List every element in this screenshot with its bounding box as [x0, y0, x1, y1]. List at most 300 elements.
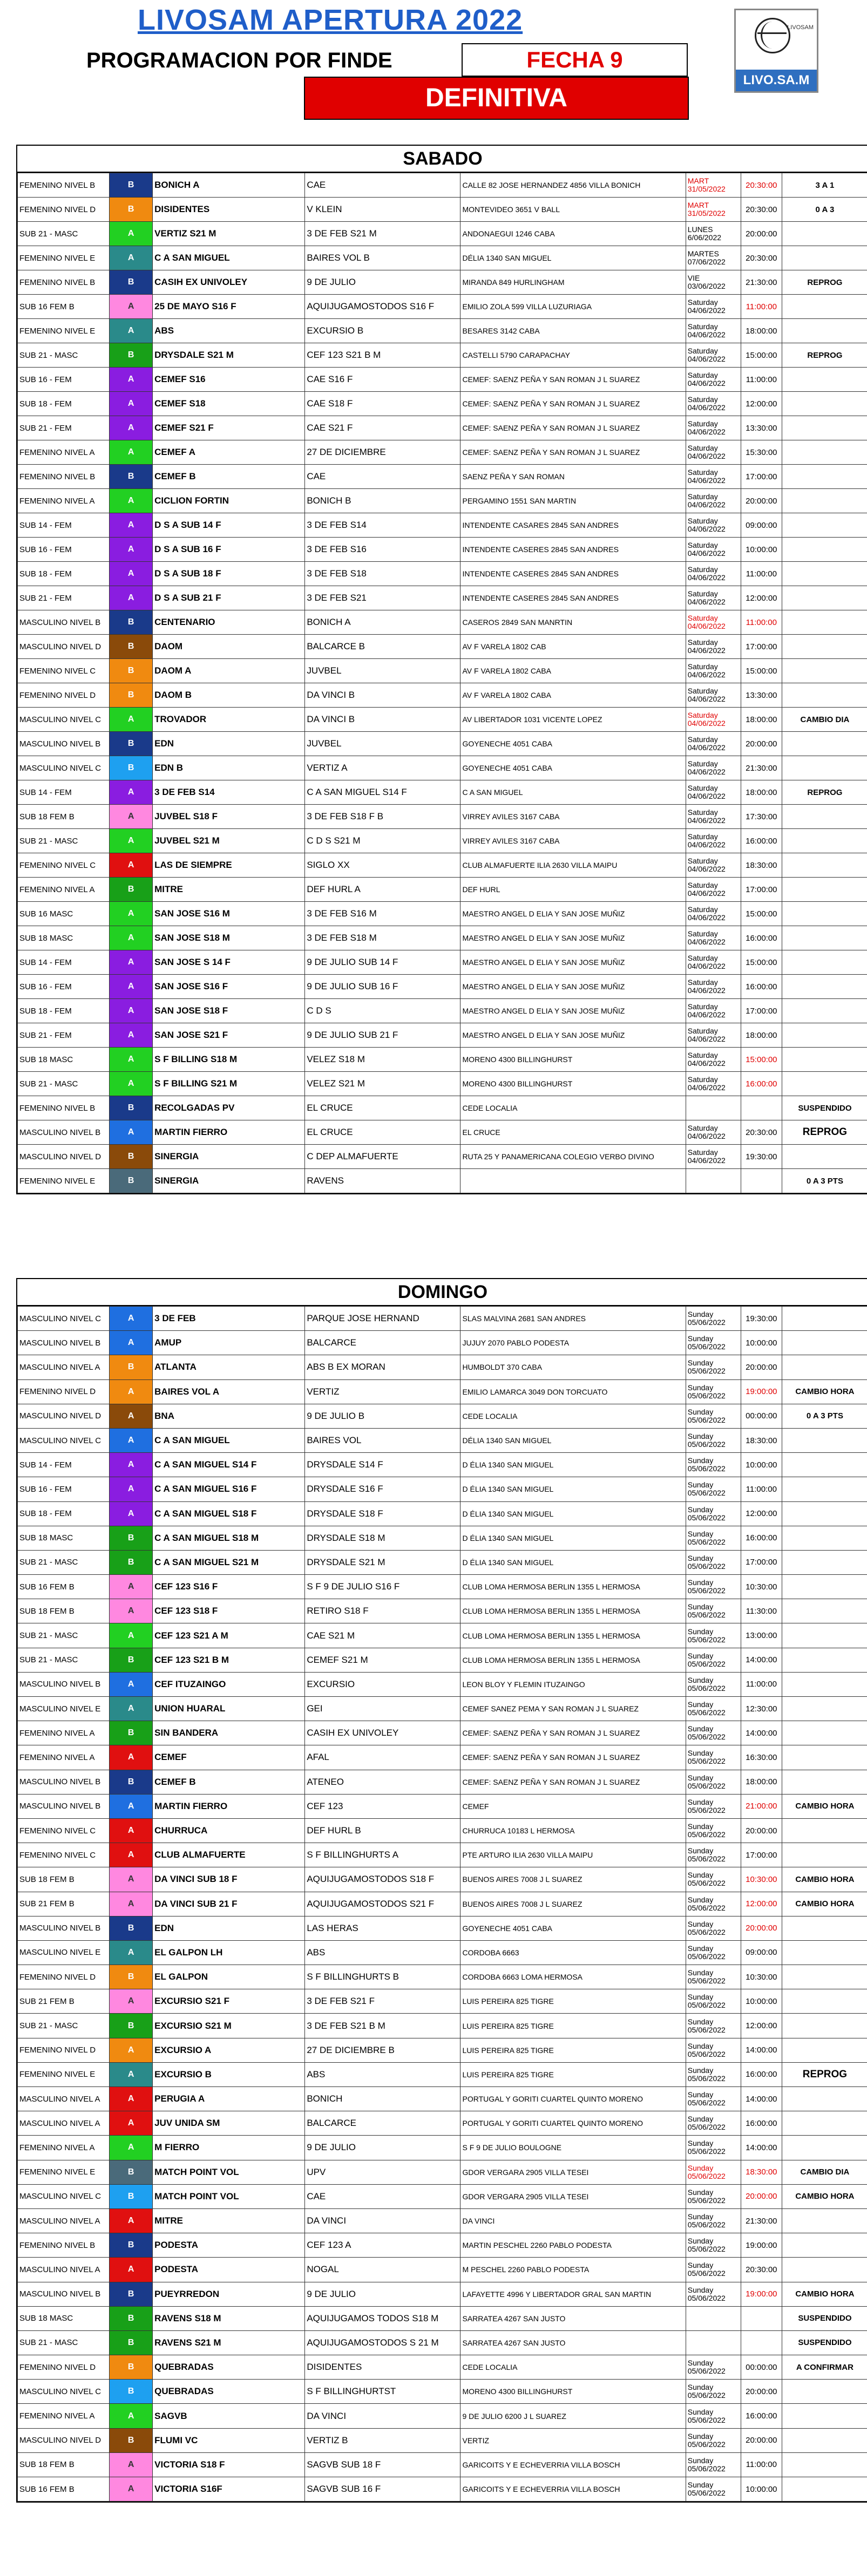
category-cell: SUB 21 - MASC [18, 1550, 110, 1574]
note-cell [782, 489, 867, 513]
zone-cell: B [110, 635, 153, 659]
match-row [18, 2306, 867, 2330]
match-row [18, 805, 867, 829]
date-cell: Sunday 05/06/2022 [686, 2355, 741, 2380]
match-row [18, 1916, 867, 1940]
note-cell [782, 246, 867, 270]
note-cell [782, 2380, 867, 2404]
date-cell: Saturday 04/06/2022 [686, 489, 741, 513]
date-cell: Sunday 05/06/2022 [686, 1892, 741, 1916]
zone-cell: A [110, 902, 153, 926]
match-row [18, 270, 867, 295]
note-cell [782, 562, 867, 586]
time-cell: 09:00:00 [741, 1940, 782, 1965]
time-cell: 20:00:00 [741, 1355, 782, 1379]
visitor-team-cell: ABS B EX MORAN [305, 1355, 460, 1379]
local-team-cell: D S A SUB 16 F [153, 538, 305, 562]
date-cell: Saturday 04/06/2022 [686, 1145, 741, 1169]
date-cell: Sunday 05/06/2022 [686, 1477, 741, 1501]
date-cell: Saturday 04/06/2022 [686, 562, 741, 586]
visitor-team-cell: CEMEF S21 M [305, 1648, 460, 1672]
venue-cell: GARICOITS Y E ECHEVERRIA VILLA BOSCH [460, 2477, 686, 2502]
time-cell: 15:00:00 [741, 659, 782, 683]
match-row [18, 2452, 867, 2477]
visitor-team-cell: 3 DE FEB S18 [305, 562, 460, 586]
venue-cell: MAESTRO ANGEL D ELIA Y SAN JOSE MUÑIZ [460, 999, 686, 1023]
zone-cell: A [110, 853, 153, 878]
date-cell: Saturday 04/06/2022 [686, 683, 741, 708]
time-cell: 17:00:00 [741, 635, 782, 659]
match-row [18, 1818, 867, 1843]
venue-cell: D ÉLIA 1340 SAN MIGUEL [460, 1453, 686, 1477]
time-cell: 19:30:00 [741, 1307, 782, 1331]
venue-cell: C A SAN MIGUEL [460, 780, 686, 805]
time-cell: 10:00:00 [741, 1989, 782, 2014]
category-cell: FEMENINO NIVEL D [18, 2038, 110, 2062]
time-cell: 18:00:00 [741, 319, 782, 343]
visitor-team-cell: S F 9 DE JULIO S16 F [305, 1575, 460, 1599]
match-row [18, 2258, 867, 2282]
page-subtitle: PROGRAMACION POR FINDE [86, 49, 392, 72]
zone-cell: A [110, 1745, 153, 1770]
venue-cell: CEMEF: SAENZ PEÑA Y SAN ROMAN J L SUAREZ [460, 1721, 686, 1745]
visitor-team-cell: C D S [305, 999, 460, 1023]
time-cell: 16:00:00 [741, 975, 782, 999]
category-cell: MASCULINO NIVEL D [18, 1145, 110, 1169]
visitor-team-cell: EXCURSIO B [305, 319, 460, 343]
category-cell: FEMENINO NIVEL C [18, 853, 110, 878]
date-cell: Saturday 04/06/2022 [686, 368, 741, 392]
visitor-team-cell: 9 DE JULIO SUB 21 F [305, 1023, 460, 1048]
local-team-cell: JUVBEL S18 F [153, 805, 305, 829]
local-team-cell: BNA [153, 1404, 305, 1428]
local-team-cell: MARTIN FIERRO [153, 1794, 305, 1818]
time-cell: 16:00:00 [741, 1526, 782, 1550]
zone-cell: A [110, 1048, 153, 1072]
header [0, 0, 867, 130]
venue-cell: MAESTRO ANGEL D ELIA Y SAN JOSE MUÑIZ [460, 950, 686, 975]
local-team-cell: CEMEF A [153, 440, 305, 465]
zone-cell: B [110, 198, 153, 222]
note-cell [782, 2477, 867, 2502]
time-cell: 15:00:00 [741, 950, 782, 975]
local-team-cell: EL GALPON [153, 1965, 305, 1989]
venue-cell: CORDOBA 6663 [460, 1940, 686, 1965]
match-row [18, 2477, 867, 2502]
date-cell: Sunday 05/06/2022 [686, 2477, 741, 2502]
local-team-cell: VICTORIA S18 F [153, 2452, 305, 2477]
visitor-team-cell: DA VINCI B [305, 683, 460, 708]
local-team-cell: EXCURSIO S21 F [153, 1989, 305, 2014]
venue-cell: INTENDENTE CASERES 2845 SAN ANDRES [460, 562, 686, 586]
category-cell: FEMENINO NIVEL A [18, 878, 110, 902]
venue-cell: CEMEF: SAENZ PEÑA Y SAN ROMAN J L SUAREZ [460, 392, 686, 416]
note-cell: A CONFIRMAR [782, 2355, 867, 2380]
category-cell: MASCULINO NIVEL B [18, 1794, 110, 1818]
note-cell [782, 1575, 867, 1599]
venue-cell: CLUB LOMA HERMOSA BERLIN 1355 L HERMOSA [460, 1623, 686, 1648]
local-team-cell: SINERGIA [153, 1145, 305, 1169]
local-team-cell: SAN JOSE S16 F [153, 975, 305, 999]
category-cell: SUB 16 MASC [18, 902, 110, 926]
note-cell [782, 2111, 867, 2136]
zone-cell: A [110, 586, 153, 610]
local-team-cell: MARTIN FIERRO [153, 1120, 305, 1145]
note-cell: REPROG [782, 1120, 867, 1145]
note-cell [782, 926, 867, 950]
time-cell: 10:30:00 [741, 1965, 782, 1989]
visitor-team-cell: VERTIZ A [305, 756, 460, 780]
note-cell [782, 416, 867, 440]
match-row [18, 1794, 867, 1818]
visitor-team-cell: DA VINCI [305, 2208, 460, 2233]
category-cell: MASCULINO NIVEL E [18, 1940, 110, 1965]
date-cell: Sunday 05/06/2022 [686, 2111, 741, 2136]
date-cell: Sunday 05/06/2022 [686, 1501, 741, 1526]
time-cell: 10:00:00 [741, 538, 782, 562]
date-cell: Sunday 05/06/2022 [686, 1989, 741, 2014]
visitor-team-cell: AQUIJUGAMOSTODOS S18 F [305, 1867, 460, 1892]
date-cell: Sunday 05/06/2022 [686, 2087, 741, 2111]
match-row [18, 2233, 867, 2258]
match-row [18, 173, 867, 198]
local-team-cell: SAGVB [153, 2404, 305, 2428]
zone-cell: B [110, 732, 153, 756]
note-cell [782, 1072, 867, 1096]
zone-cell: A [110, 319, 153, 343]
zone-cell: A [110, 1623, 153, 1648]
date-cell: Saturday 04/06/2022 [686, 1120, 741, 1145]
time-cell: 19:30:00 [741, 1145, 782, 1169]
time-cell: 13:30:00 [741, 416, 782, 440]
zone-cell: A [110, 440, 153, 465]
note-cell [782, 2038, 867, 2062]
zone-cell: B [110, 1169, 153, 1193]
logo-tag: LIVOSAM [787, 24, 814, 31]
local-team-cell: ATLANTA [153, 1355, 305, 1379]
date-cell: Sunday 05/06/2022 [686, 1745, 741, 1770]
zone-cell: A [110, 416, 153, 440]
zone-cell: B [110, 1721, 153, 1745]
match-row [18, 950, 867, 975]
venue-cell: VIRREY AVILES 3167 CABA [460, 805, 686, 829]
date-cell: Sunday 05/06/2022 [686, 1794, 741, 1818]
local-team-cell: S F BILLING S18 M [153, 1048, 305, 1072]
match-row [18, 1048, 867, 1072]
venue-cell: CEDE LOCALIA [460, 1404, 686, 1428]
local-team-cell: DRYSDALE S21 M [153, 343, 305, 368]
venue-cell: GARICOITS Y E ECHEVERRIA VILLA BOSCH [460, 2452, 686, 2477]
visitor-team-cell: EL CRUCE [305, 1120, 460, 1145]
match-row [18, 1745, 867, 1770]
visitor-team-cell: 9 DE JULIO [305, 2136, 460, 2160]
venue-cell: MAESTRO ANGEL D ELIA Y SAN JOSE MUÑIZ [460, 926, 686, 950]
time-cell: 11:00:00 [741, 1672, 782, 1696]
category-cell: FEMENINO NIVEL E [18, 246, 110, 270]
visitor-team-cell: S F BILLINGHURTS B [305, 1965, 460, 1989]
category-cell: SUB 21 - MASC [18, 222, 110, 246]
local-team-cell: JUV UNIDA SM [153, 2111, 305, 2136]
local-team-cell: PODESTA [153, 2258, 305, 2282]
venue-cell: PORTUGAL Y GORITI CUARTEL QUINTO MORENO [460, 2087, 686, 2111]
note-cell [782, 1770, 867, 1794]
category-cell: FEMENINO NIVEL A [18, 1745, 110, 1770]
category-cell: SUB 18 MASC [18, 1526, 110, 1550]
note-cell: SUSPENDIDO [782, 1096, 867, 1120]
venue-cell [460, 1169, 686, 1193]
note-cell [782, 732, 867, 756]
note-cell [782, 392, 867, 416]
note-cell [782, 1818, 867, 1843]
zone-cell: A [110, 1428, 153, 1452]
local-team-cell: MITRE [153, 878, 305, 902]
visitor-team-cell: RETIRO S18 F [305, 1599, 460, 1623]
visitor-team-cell: DRYSDALE S14 F [305, 1453, 460, 1477]
category-cell: MASCULINO NIVEL C [18, 708, 110, 732]
match-row [18, 1023, 867, 1048]
zone-cell: B [110, 1355, 153, 1379]
date-cell: Saturday 04/06/2022 [686, 416, 741, 440]
visitor-team-cell: BALCARCE B [305, 635, 460, 659]
time-cell [741, 1169, 782, 1193]
match-row [18, 1307, 867, 1331]
zone-cell: B [110, 2282, 153, 2306]
local-team-cell: CICLION FORTIN [153, 489, 305, 513]
category-cell: FEMENINO NIVEL D [18, 683, 110, 708]
category-cell: MASCULINO NIVEL B [18, 1770, 110, 1794]
time-cell: 20:30:00 [741, 246, 782, 270]
venue-cell: VIRREY AVILES 3167 CABA [460, 829, 686, 853]
zone-cell: A [110, 2111, 153, 2136]
zone-cell: B [110, 2428, 153, 2452]
zone-cell: A [110, 1989, 153, 2014]
match-row [18, 926, 867, 950]
visitor-team-cell: VELEZ S21 M [305, 1072, 460, 1096]
category-cell: MASCULINO NIVEL C [18, 1428, 110, 1452]
visitor-team-cell: ATENEO [305, 1770, 460, 1794]
note-cell [782, 805, 867, 829]
visitor-team-cell: CAE S16 F [305, 368, 460, 392]
zone-cell: B [110, 756, 153, 780]
section-domingo [16, 1278, 867, 2503]
visitor-team-cell: 3 DE FEB S21 M [305, 222, 460, 246]
zone-cell: B [110, 659, 153, 683]
note-cell: SUSPENDIDO [782, 2330, 867, 2355]
date-cell: Sunday 05/06/2022 [686, 1575, 741, 1599]
venue-cell: CHURRUCA 10183 L HERMOSA [460, 1818, 686, 1843]
match-row [18, 1072, 867, 1096]
zone-cell: B [110, 2380, 153, 2404]
note-cell [782, 1145, 867, 1169]
date-cell: Sunday 05/06/2022 [686, 2380, 741, 2404]
date-cell: Saturday 04/06/2022 [686, 1023, 741, 1048]
time-cell: 15:00:00 [741, 902, 782, 926]
time-cell: 18:30:00 [741, 1428, 782, 1452]
match-row [18, 1989, 867, 2014]
venue-cell: MARTIN PESCHEL 2260 PABLO PODESTA [460, 2233, 686, 2258]
match-row [18, 343, 867, 368]
visitor-team-cell: DEF HURL B [305, 1818, 460, 1843]
date-cell: Saturday 04/06/2022 [686, 1072, 741, 1096]
match-row [18, 1892, 867, 1916]
category-cell: SUB 14 - FEM [18, 513, 110, 538]
time-cell: 11:00:00 [741, 1477, 782, 1501]
zone-cell: A [110, 2258, 153, 2282]
match-row [18, 1965, 867, 1989]
fecha-label: FECHA 9 [462, 43, 688, 77]
venue-cell: MORENO 4300 BILLINGHURST [460, 1072, 686, 1096]
local-team-cell: RAVENS S21 M [153, 2330, 305, 2355]
date-cell: Saturday 04/06/2022 [686, 319, 741, 343]
venue-cell: S F 9 DE JULIO BOULOGNE [460, 2136, 686, 2160]
category-cell: SUB 21 - MASC [18, 2330, 110, 2355]
visitor-team-cell: NOGAL [305, 2258, 460, 2282]
matches-table-domingo [17, 1306, 867, 2502]
match-row [18, 392, 867, 416]
visitor-team-cell: V KLEIN [305, 198, 460, 222]
match-row [18, 683, 867, 708]
time-cell: 12:00:00 [741, 1501, 782, 1526]
local-team-cell: PODESTA [153, 2233, 305, 2258]
zone-cell: A [110, 950, 153, 975]
visitor-team-cell: S F BILLINGHURTS A [305, 1843, 460, 1867]
note-cell [782, 1745, 867, 1770]
zone-cell: A [110, 1892, 153, 1916]
note-cell: REPROG [782, 780, 867, 805]
zone-cell: A [110, 368, 153, 392]
venue-cell: PTE ARTURO ILIA 2630 VILLA MAIPU [460, 1843, 686, 1867]
time-cell: 10:00:00 [741, 1331, 782, 1355]
match-row [18, 2380, 867, 2404]
venue-cell: LUIS PEREIRA 825 TIGRE [460, 2038, 686, 2062]
visitor-team-cell: C A SAN MIGUEL S14 F [305, 780, 460, 805]
date-cell [686, 1169, 741, 1193]
time-cell: 18:00:00 [741, 780, 782, 805]
match-row [18, 756, 867, 780]
zone-cell: B [110, 1145, 153, 1169]
status-banner: DEFINITIVA [304, 77, 689, 120]
visitor-team-cell: AQUIJUGAMOSTODOS S 21 M [305, 2330, 460, 2355]
note-cell: SUSPENDIDO [782, 2306, 867, 2330]
category-cell: SUB 18 FEM B [18, 1867, 110, 1892]
note-cell [782, 1428, 867, 1452]
local-team-cell: SIN BANDERA [153, 1721, 305, 1745]
local-team-cell: C A SAN MIGUEL [153, 1428, 305, 1452]
category-cell: MASCULINO NIVEL A [18, 2111, 110, 2136]
time-cell: 20:00:00 [741, 1916, 782, 1940]
venue-cell: AV F VARELA 1802 CAB [460, 635, 686, 659]
local-team-cell: CLUB ALMAFUERTE [153, 1843, 305, 1867]
category-cell: SUB 21 - FEM [18, 1023, 110, 1048]
local-team-cell: DAOM A [153, 659, 305, 683]
local-team-cell: VERTIZ S21 M [153, 222, 305, 246]
category-cell: SUB 21 - MASC [18, 1072, 110, 1096]
time-cell: 16:00:00 [741, 926, 782, 950]
note-cell [782, 1965, 867, 1989]
local-team-cell: DISIDENTES [153, 198, 305, 222]
time-cell: 11:00:00 [741, 295, 782, 319]
time-cell: 16:00:00 [741, 829, 782, 853]
match-row [18, 489, 867, 513]
time-cell: 17:00:00 [741, 999, 782, 1023]
venue-cell: CLUB LOMA HERMOSA BERLIN 1355 L HERMOSA [460, 1599, 686, 1623]
note-cell: CAMBIO DIA [782, 2160, 867, 2184]
zone-cell: A [110, 1867, 153, 1892]
zone-cell: A [110, 2087, 153, 2111]
match-row [18, 1648, 867, 1672]
local-team-cell: C A SAN MIGUEL [153, 246, 305, 270]
category-cell: MASCULINO NIVEL C [18, 1307, 110, 1331]
date-cell: Saturday 04/06/2022 [686, 538, 741, 562]
local-team-cell: DAOM [153, 635, 305, 659]
date-cell: Sunday 05/06/2022 [686, 2452, 741, 2477]
local-team-cell: SAN JOSE S21 F [153, 1023, 305, 1048]
zone-cell: B [110, 610, 153, 635]
category-cell: FEMENINO NIVEL D [18, 198, 110, 222]
venue-cell: EMILIO LAMARCA 3049 DON TORCUATO [460, 1379, 686, 1404]
date-cell: Sunday 05/06/2022 [686, 1599, 741, 1623]
venue-cell: INTENDENTE CASERES 2845 SAN ANDRES [460, 538, 686, 562]
venue-cell: LAFAYETTE 4996 Y LIBERTADOR GRAL SAN MARTIN [460, 2282, 686, 2306]
visitor-team-cell: 3 DE FEB S16 M [305, 902, 460, 926]
venue-cell: CLUB LOMA HERMOSA BERLIN 1355 L HERMOSA [460, 1648, 686, 1672]
date-cell: Sunday 05/06/2022 [686, 2014, 741, 2038]
time-cell: 17:00:00 [741, 1550, 782, 1574]
visitor-team-cell: ABS [305, 1940, 460, 1965]
date-cell [686, 1096, 741, 1120]
time-cell: 10:00:00 [741, 1453, 782, 1477]
visitor-team-cell: DRYSDALE S21 M [305, 1550, 460, 1574]
date-cell: Saturday 04/06/2022 [686, 902, 741, 926]
local-team-cell: EXCURSIO A [153, 2038, 305, 2062]
time-cell: 11:00:00 [741, 368, 782, 392]
venue-cell: D ÉLIA 1340 SAN MIGUEL [460, 1501, 686, 1526]
zone-cell: A [110, 2208, 153, 2233]
visitor-team-cell: UPV [305, 2160, 460, 2184]
local-team-cell: EXCURSIO B [153, 2062, 305, 2086]
match-row [18, 538, 867, 562]
match-row [18, 222, 867, 246]
category-cell: SUB 18 - FEM [18, 562, 110, 586]
category-cell: SUB 21 - MASC [18, 829, 110, 853]
zone-cell: A [110, 999, 153, 1023]
zone-cell: B [110, 2306, 153, 2330]
note-cell [782, 610, 867, 635]
match-row [18, 853, 867, 878]
venue-cell: CLUB ALMAFUERTE ILIA 2630 VILLA MAIPU [460, 853, 686, 878]
note-cell [782, 465, 867, 489]
date-cell: MART 31/05/2022 [686, 198, 741, 222]
zone-cell: A [110, 1023, 153, 1048]
zone-cell: B [110, 683, 153, 708]
category-cell: MASCULINO NIVEL D [18, 635, 110, 659]
venue-cell: CORDOBA 6663 LOMA HERMOSA [460, 1965, 686, 1989]
venue-cell: CEMEF: SAENZ PEÑA Y SAN ROMAN J L SUAREZ [460, 440, 686, 465]
venue-cell: AV F VARELA 1802 CABA [460, 683, 686, 708]
zone-cell: A [110, 489, 153, 513]
match-row [18, 1770, 867, 1794]
visitor-team-cell: BONICH [305, 2087, 460, 2111]
visitor-team-cell: 3 DE FEB S21 B M [305, 2014, 460, 2038]
category-cell: FEMENINO NIVEL D [18, 2355, 110, 2380]
visitor-team-cell: AQUIJUGAMOS TODOS S18 M [305, 2306, 460, 2330]
note-cell: CAMBIO HORA [782, 1794, 867, 1818]
zone-cell: A [110, 2136, 153, 2160]
time-cell: 12:30:00 [741, 1697, 782, 1721]
note-cell [782, 853, 867, 878]
date-cell: Sunday 05/06/2022 [686, 1379, 741, 1404]
match-row [18, 902, 867, 926]
